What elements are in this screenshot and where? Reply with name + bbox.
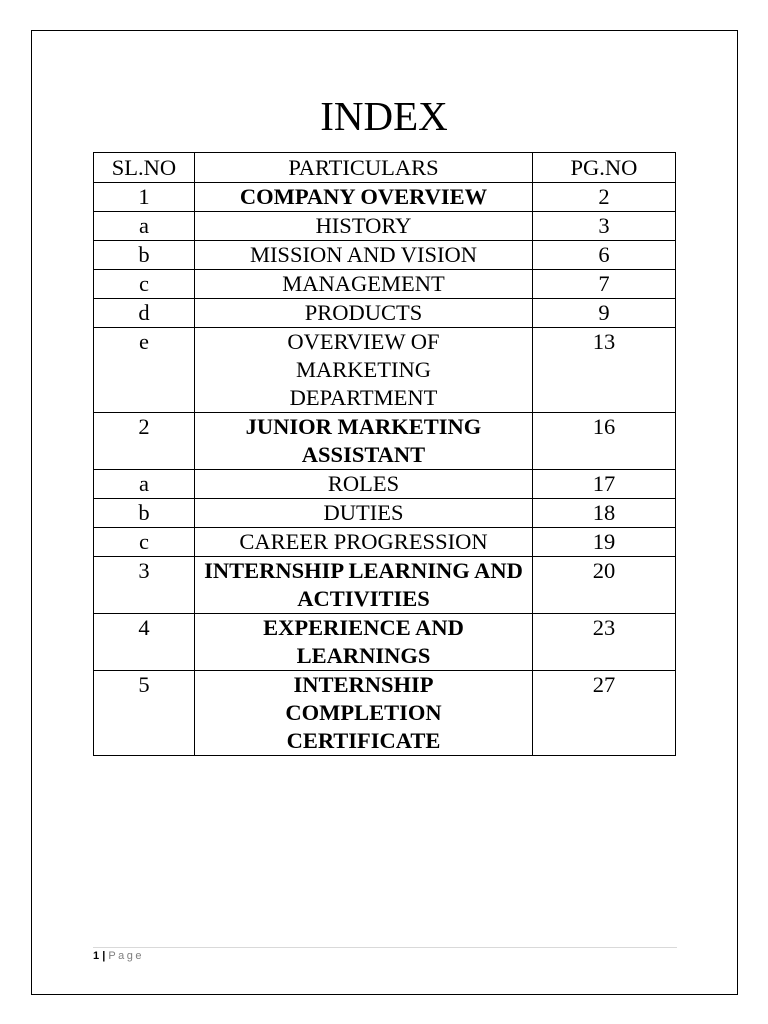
table-row <box>94 614 676 671</box>
header-particulars: PARTICULARS <box>195 153 533 183</box>
table-row <box>94 499 676 528</box>
page-title: INDEX <box>320 93 448 139</box>
row-particulars: PRODUCTS <box>195 299 533 328</box>
row-slno: 4 <box>94 614 195 671</box>
row-particulars: ROLES <box>195 470 533 499</box>
row-particulars: MANAGEMENT <box>195 270 533 299</box>
row-particulars: JUNIOR MARKETING ASSISTANT <box>195 413 533 470</box>
row-slno: e <box>94 328 195 413</box>
row-pgno: 13 <box>533 328 676 413</box>
row-slno: a <box>94 470 195 499</box>
table-row <box>94 557 676 614</box>
row-pgno: 18 <box>533 499 676 528</box>
row-slno: 3 <box>94 557 195 614</box>
row-particulars: OVERVIEW OF MARKETING DEPARTMENT <box>195 328 533 413</box>
row-pgno: 7 <box>533 270 676 299</box>
row-slno: 1 <box>94 183 195 212</box>
table-row <box>94 470 676 499</box>
footer-page-label: Page <box>108 950 145 962</box>
row-pgno: 16 <box>533 413 676 470</box>
row-slno: b <box>94 499 195 528</box>
table-row <box>94 212 676 241</box>
table-row <box>94 413 676 470</box>
table-row <box>94 528 676 557</box>
footer-separator: | <box>102 950 106 962</box>
row-particulars: INTERNSHIP LEARNING AND ACTIVITIES <box>195 557 533 614</box>
row-slno: 5 <box>94 671 195 756</box>
table-row <box>94 299 676 328</box>
row-particulars: DUTIES <box>195 499 533 528</box>
row-slno: c <box>94 528 195 557</box>
row-particulars: CAREER PROGRESSION <box>195 528 533 557</box>
index-table <box>93 152 676 756</box>
row-slno: d <box>94 299 195 328</box>
row-particulars: INTERNSHIP COMPLETION CERTIFICATE <box>195 671 533 756</box>
row-pgno: 2 <box>533 183 676 212</box>
table-header-row <box>94 153 676 183</box>
row-slno: b <box>94 241 195 270</box>
row-slno: c <box>94 270 195 299</box>
row-pgno: 20 <box>533 557 676 614</box>
table-row <box>94 671 676 756</box>
row-particulars: MISSION AND VISION <box>195 241 533 270</box>
row-slno: 2 <box>94 413 195 470</box>
header-slno: SL.NO <box>94 153 195 183</box>
row-pgno: 23 <box>533 614 676 671</box>
row-pgno: 3 <box>533 212 676 241</box>
row-slno: a <box>94 212 195 241</box>
table-row <box>94 183 676 212</box>
row-pgno: 17 <box>533 470 676 499</box>
row-pgno: 27 <box>533 671 676 756</box>
table-row <box>94 270 676 299</box>
footer-page-number: 1 <box>93 950 100 962</box>
table-row <box>94 241 676 270</box>
page-footer <box>93 949 144 963</box>
row-pgno: 19 <box>533 528 676 557</box>
row-pgno: 6 <box>533 241 676 270</box>
row-particulars: COMPANY OVERVIEW <box>195 183 533 212</box>
row-pgno: 9 <box>533 299 676 328</box>
row-particulars: HISTORY <box>195 212 533 241</box>
table-row <box>94 328 676 413</box>
row-particulars: EXPERIENCE AND LEARNINGS <box>195 614 533 671</box>
header-pgno: PG.NO <box>533 153 676 183</box>
footer-divider <box>93 947 677 948</box>
